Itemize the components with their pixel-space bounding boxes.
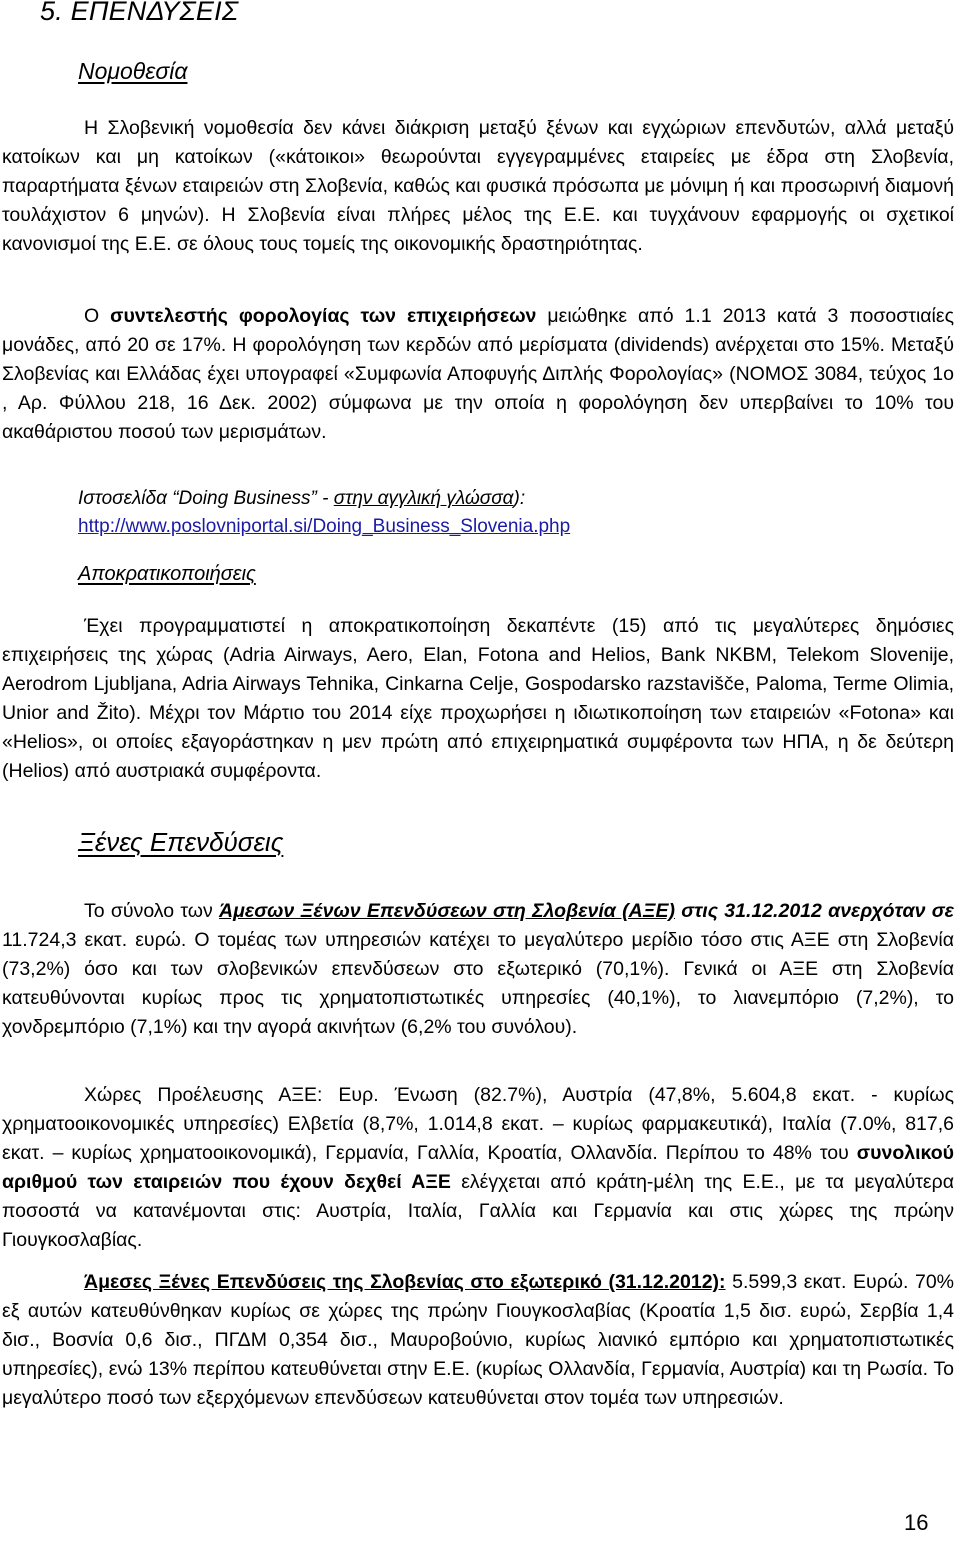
- outward-fdi-label: Άμεσες Ξένες Επενδύσεις της Σλοβενίας στο εξωτερικό (31.12.2012):: [84, 1271, 726, 1293]
- privatizations-paragraph: Έχει προγραμματιστεί η αποκρατικοποίηση δεκαπέντε (15) από τις μεγαλύτερες δημόσιες επιχειρήσεις της χώρας (Adria Airways, Aero, Elan, Fotona and Helios, Bank NKBM, Telekom Slovenije, Aerodrom Ljubljana, Adria Airways Tehnika, Cinkarna Celje, Gospodarsko razstavišče, Paloma, Terme Olimia, Unior and Žito). Μέχρι τον Μάρτιο του 2014 είχε προχωρήσει η ιδιωτικοποίηση των εταιρειών «Fotona» και «Helios», οι οποίες εξαγοράστηκαν η μεν πρώτη από επιχειρηματικά συμφέροντα των ΗΠΑ, η δε δεύτερη (Helios) από αυστριακά συμφέροντα.: [2, 615, 954, 782]
- origin-bold: συνολικού αριθμού των εταιρειών που έχουν δεχθεί ΑΞΕ: [2, 1142, 954, 1193]
- doing-business-link[interactable]: http://www.poslovniportal.si/Doing_Business_Slovenia.php: [78, 516, 571, 537]
- origin-text-pre: Χώρες Προέλευσης ΑΞΕ: Ευρ. Ένωση (82.7%), Αυστρία (47,8%, 5.604,8 εκατ. - κυρίως χρηματοοικονομικές υπηρεσίες) Ελβετία (8,7%, 1.014,8 εκατ. – κυρίως φαρμακευτικά), Ιταλία (7.0%, 817,6 εκατ. – κυρίως χρηματοοικονομικά), Γερμανία, Γαλλία, Κροατία, Ολλανδία. Περίπου το 48% του: [2, 1084, 954, 1164]
- fdi-date: στις 31.12.2012 ανερχόταν σε: [675, 900, 954, 922]
- tax-text-pre: Ο: [84, 305, 111, 327]
- privatizations-heading: Αποκρατικοποιήσεις: [78, 563, 256, 585]
- website-colon: ):: [513, 488, 526, 509]
- fdi-text-pre: Το σύνολο των: [84, 900, 220, 922]
- origin-text-post: ελέγχεται από κράτη-μέλη της Ε.Ε., με τα μεγαλύτερα ποσοστά να κατανέμονται στις: Αυστρία, Ιταλία, Γαλλία και Γερμανία και στις χώρες της πρώην Γιουγκοσλαβίας.: [2, 1171, 954, 1251]
- foreign-investments-heading: Ξένες Επενδύσεις: [78, 827, 284, 857]
- website-reference: [78, 485, 570, 541]
- fdi-text-post: 11.724,3 εκατ. ευρώ. Ο τομέας των υπηρεσιών κατέχει το μεγαλύτερο μερίδιο τόσο στις ΑΞΕ στη Σλοβενία (73,2%) όσο και των σλοβενικών επενδύσεων στο εξωτερικό (70,1%). Γενικά οι ΑΞΕ στη Σλοβενία κατευθύνονται κυρίως προς τις χρηματοπιστωτικές υπηρεσίες (40,1%), το λιανεμπόριο (7,2%), το χονδρεμπόριο (7,1%) και την αγορά ακινήτων (6,2% του συνόλου).: [2, 929, 954, 1038]
- website-language: στην αγγλική γλώσσα: [333, 488, 514, 509]
- outward-fdi-text: 5.599,3 εκατ. Ευρώ. 70% εξ αυτών κατευθύνθηκαν κυρίως σε χώρες της πρώην Γιουγκοσλαβίας (Κροατία 1,5 δισ. ευρώ, Σερβία 1,4 δισ., Βοσνία 0,6 δισ., ΠΓΔΜ 0,354 δισ., Μαυροβούνιο, κυρίως λιανικό εμπόριο και χρηματοπιστωτικές υπηρεσίες), ενώ 13% περίπου κατευθύνεται στην Ε.Ε. (κυρίως Ολλανδία, Γερμανία, Αυστρία) και τη Ρωσία. Το μεγαλύτερο ποσό των εξερχόμενων επενδύσεων κατευθύνεται στον τομέα των υπηρεσιών.: [2, 1271, 954, 1409]
- website-label: Ιστοσελίδα “Doing Business” -: [78, 488, 334, 509]
- tax-rate-bold: συντελεστής φορολογίας των επιχειρήσεων: [110, 305, 537, 327]
- fdi-label: Άμεσων Ξένων Επενδύσεων στη Σλοβενία (ΑΞΕ): [219, 900, 676, 922]
- page-number: 16: [904, 1510, 929, 1535]
- tax-paragraph: [2, 302, 954, 447]
- section-title: 5. ΕΠΕΝΔΥΣΕΙΣ: [40, 0, 239, 26]
- legislation-heading: Νομοθεσία: [78, 58, 188, 84]
- legislation-paragraph: Η Σλοβενική νομοθεσία δεν κάνει διάκριση μεταξύ ξένων και εγχώριων επενδυτών, αλλά μεταξύ κατοίκων και μη κατοίκων («κάτοικοι» θεωρούνται εγγεγραμμένες εταιρείες με έδρα στη Σλοβενία, παραρτήματα ξένων εταιρειών στη Σλοβενία, καθώς και φυσικά πρόσωπα με μόνιμη ή και προσωρινή διαμονή τουλάχιστον 6 μηνών). Η Σλοβενία είναι πλήρες μέλος της Ε.Ε. και τυγχάνουν εφαρμογής οι σχετικοί κανονισμοί της Ε.Ε. σε όλους τους τομείς της οικονομικής δραστηριότητας.: [2, 117, 954, 255]
- tax-text-post: μειώθηκε από 1.1 2013 κατά 3 ποσοστιαίες μονάδες, από 20 σε 17%. Η φορολόγηση των κερδών από μερίσματα (dividends) ανέρχεται στο 15%. Μεταξύ Σλοβενίας και Ελλάδας έχει υπογραφεί «Συμφωνία Αποφυγής Διπλής Φορολογίας» (ΝΟΜΟΣ 3084, τεύχος 1ο , Αρ. Φύλλου 218, 16 Δεκ. 2002) σύμφωνα με την οποία η φορολόγηση δεν υπερβαίνει το 10% του ακαθάριστου ποσού των μερισμάτων.: [2, 305, 954, 443]
- outward-fdi-paragraph: [2, 1268, 954, 1413]
- fdi-origin-paragraph: [2, 1081, 954, 1255]
- fdi-total-paragraph: [2, 897, 954, 1042]
